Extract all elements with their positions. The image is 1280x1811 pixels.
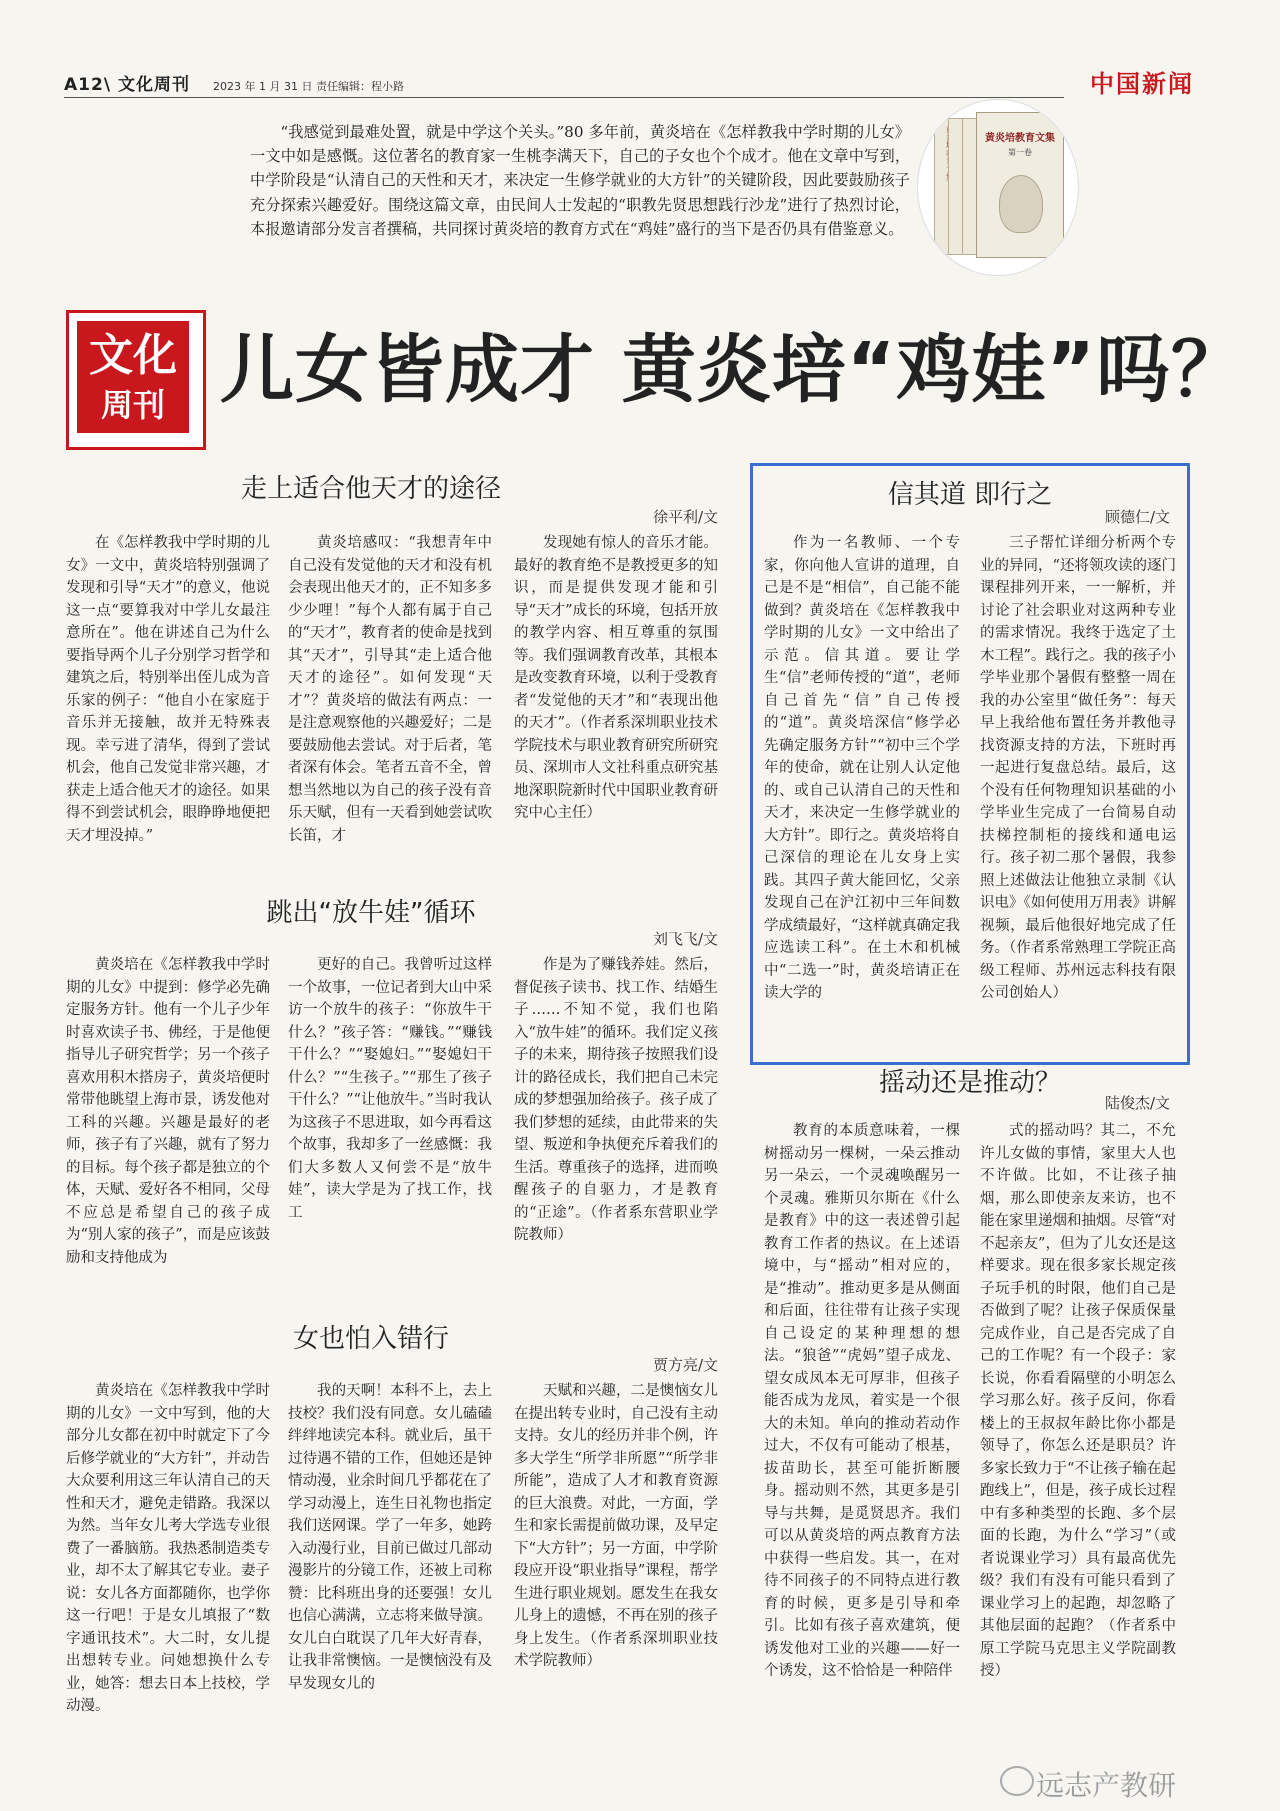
article-title: 摇动还是推动？ bbox=[878, 1068, 1061, 1098]
book-set-image bbox=[918, 100, 1078, 275]
article-column: 发现她有惊人的音乐才能。最好的教育绝不是教授更多的知识，而是提供发现才能和引导“天才”成长的环境，包括开放的教学内容、相互尊重的氛围等。我们强调教育改革，其根本是改变教育环境，以利于受教育者“发觉他的天才”和“表现出他的天才”。（作者系深圳职业技术学院技术与职业教育研究所研究员、深圳市人文社科重点研究基地深职院新时代中国职业教育研究中心主任） bbox=[514, 535, 718, 821]
article-column: 作是为了赚钱养娃。然后，督促孩子读书、找工作、结婚生子……不知不觉，我们也陷入“放牛娃”的循环。我们定义孩子的未来，期待孩子按照我们设计的路径成长，我们把自己未完成的梦想强加给孩子。孩子成了我们梦想的延续，由此带来的失望、叛逆和争执便充斥着我们的生活。尊重孩子的选择，进而唤醒孩子的自驱力，才是教育的“正途”。（作者系东营职业学院教师） bbox=[514, 957, 718, 1243]
book-cover: 黄炎培教育文集 第一卷 bbox=[976, 112, 1064, 258]
header-rule bbox=[64, 97, 1064, 98]
article-title: 女也怕入错行 bbox=[292, 1324, 449, 1354]
article-column: 教育的本质意味着，一棵树摇动另一棵树，一朵云推动另一朵云，一个灵魂唤醒另一个灵魂。雅斯贝尔斯在《什么是教育》中的这一表述曾引起教育工作者的热议。在上述语境中，与“摇动”相对应的，是“推动”。推动更多是从侧面和后面，往往带有让孩子实现自己设定的某种理想的想法。“狼爸”“虎妈”望子成龙、望女成凤本无可厚非，但孩子能否成为龙凤，着实是一个很大的未知。单向的推动若动作过大，不仅有可能动了根基，拔苗助长，甚至可能折断腰身。摇动则不然，其更多是引导与共舞，是觅贤思齐。我们可以从黄炎培的两点教育方法中获得一些启发。其一，在对待不同孩子的不同特点进行教育的时候，更多是引导和牵引。比如有孩子喜欢建筑，便诱发他对工业的兴趣——好一个诱发，这不恰恰是一种陪伴 bbox=[764, 1123, 960, 1679]
article-author: 徐平利/文 bbox=[652, 508, 718, 526]
article-title: 跳出“放牛娃”循环 bbox=[266, 898, 476, 928]
watermark-text: 远志产教研 bbox=[1036, 1769, 1177, 1802]
wechat-icon bbox=[1000, 1766, 1034, 1796]
article-author: 贾方亮/文 bbox=[652, 1356, 718, 1374]
page-headline: 儿女皆成才 黄炎培“鸡娃”吗？ bbox=[220, 327, 1247, 413]
article-column: 作为一名教师、一个专家，你向他人宣讲的道理，自己是不是“相信”，自己能不能做到？黄炎培在《怎样教我中学时期的儿女》一文中给出了示范。信其道。要让学生“信”老师传授的“道”，老师自己首先“信”自己传授的“道”。黄炎培深信“修学必先确定服务方针”“初中三个学年的使命，就在让别人认定他的、或自己认清自己的天性和天才，来决定一生修学就业的大方针”。即行之。黄炎培将自己深信的理论在儿女身上实践。其四子黄大能回忆，父亲发现自己在沪江初中三年间数学成绩最好，“这样就真确定我应选读工科”。在土木和机械中“二选一”时，黄炎培请正在读大学的 bbox=[764, 535, 960, 1001]
portrait-image bbox=[999, 175, 1043, 233]
article-column: 在《怎样教我中学时期的儿女》一文中，黄炎培特别强调了发现和引导“天才”的意义，他说这一点“要算我对中学儿女最注意所在”。他在讲述自己为什么要指导两个儿子分别学习哲学和建筑之后，特别举出侄儿成为音乐家的例子：“他自小在家庭于音乐并无接触，故并无特殊表现。幸亏进了清华，得到了尝试机会，他自己发觉非常兴趣，才获走上适合他天才的途径。如果得不到尝试机会，眼睁睁地便把天才埋没掉。” bbox=[66, 535, 270, 844]
article-column: 黄炎培在《怎样教我中学时期的儿女》一文中写到，他的大部分儿女都在初中时就定下了今后修学就业的“大方针”，并动告大众要利用这三年认清自己的天性和天才，避免走错路。我深以为然。当年女儿考大学选专业很费了一番脑筋。我热悉制造类专业，却不太了解其它专业。妻子说：女儿各方面都随你，也学你这一行吧！于是女儿填报了“数字通讯技术”。大二时，女儿提出想转专业。问她想换什么专业，她答：想去日本上技校，学动漫。 bbox=[66, 1383, 270, 1714]
article-author: 刘飞飞/文 bbox=[652, 930, 718, 948]
article-column: 黄炎培感叹：“我想青年中自己没有发觉他的天才和没有机会表现出他天才的，正不知多多少少哩！”每个人都有属于自己的“天才”，教育者的使命是找到其“天才”，引导其“走上适合他天才的途径”。如何发现“天才”？黄炎培的做法有两点：一是注意观察他的兴趣爱好；二是要鼓励他去尝试。对于后者，笔者深有体会。笔者五音不全，曾想当然地以为自己的孩子没有音乐天赋，但有一天看到她尝试吹长笛，才 bbox=[288, 535, 492, 844]
section-logo: 文化 周刊 bbox=[66, 310, 206, 450]
article-column: 三子帮忙详细分析两个专业的异同，“还将领攻读的逐门课程排列开来，一一解析，并讨论了社会职业对这两种专业的需求情况。我终于选定了土木工程”。践行之。我的孩子小学毕业那个暑假有整整一周在我的办公室里“做任务”：每天早上我给他布置任务并教他寻找资源支持的方法，下班时再一起进行复盘总结。最后，这个没有任何物理知识基础的小学毕业生完成了一台简易自动扶梯控制柜的接线和通电运行。孩子初二那个暑假，我参照上述做法让他独立录制《认识电》《如何使用万用表》讲解视频，最后他很好地完成了任务。（作者系常熟理工学院正高级工程师、苏州远志科技有限公司创始人） bbox=[980, 535, 1176, 1001]
article-column: 式的摇动吗？其二，不允许儿女做的事情，家里大人也不许做。比如，不让孩子抽烟，那么即使亲友来访，也不能在家里递烟和抽烟。尽管“对不起亲友”，但为了儿女还是这样要求。现在很多家长规定孩子玩手机的时限，他们自己是否做到了呢？让孩子保质保量完成作业，自己是否完成了自己的工作呢？有一个段子：家长说，你看看隔壁的小明怎么学习那么好。孩子反问，你看楼上的王叔叔年龄比你小都是领导了，你怎么还是职员？许多家长致力于“不让孩子输在起跑线上”，但是，孩子成长过程中有多种类型的长跑、多个层面的长跑，为什么“学习”（或者说课业学习）具有最高优先级？我们有没有可能只看到了课业学习上的起跑，却忽略了其他层面的起跑？（作者系中原工学院马克思主义学院副教授） bbox=[980, 1123, 1176, 1679]
page-meta: 2023 年 1 月 31 日 责任编辑：程小路 bbox=[213, 80, 405, 93]
article-column: 天赋和兴趣，二是懊恼女儿在提出转专业时，自己没有主动支持。女儿的经历并非个例，许多大学生“所学非所愿”“所学非所能”，造成了人才和教育资源的巨大浪费。对此，一方面，学生和家长需提前做功课，及早定下“大方针”；另一方面，中学阶段应开设“职业指导”课程，帮学生进行职业规划。愿发生在我女儿身上的遗憾，不再在别的孩子身上发生。（作者系深圳职业技术学院教师） bbox=[514, 1383, 718, 1669]
article-column: 更好的自己。我曾听过这样一个故事，一位记者到大山中采访一个放牛的孩子：“你放牛干什么？”孩子答：“赚钱。”“赚钱干什么？”“娶媳妇。”“娶媳妇干什么？”“生孩子。”“那生了孩子干什么？”“让他放牛。”当时我认为这孩子不思进取，如今再看这个故事，我却多了一丝感慨：我们大多数人又何尝不是“放牛娃”，读大学是为了找工作，找工 bbox=[288, 957, 492, 1221]
article-column: 黄炎培在《怎样教我中学时期的儿女》中提到：修学必先确定服务方针。他有一个儿子少年时喜欢读子书、佛经，于是他便指导儿子研究哲学；另一个孩子喜欢用积木搭房子，黄炎培便时常带他眺望上海市景，诱发他对工科的兴趣。兴趣是最好的老师，孩子有了兴趣，就有了努力的目标。每个孩子都是独立的个体，天赋、爱好各不相同，父母不应总是希望自己的孩子成为“别人家的孩子”，而是应该鼓励和支持他成为 bbox=[66, 957, 270, 1266]
article-title: 走上适合他天才的途径 bbox=[240, 474, 501, 504]
intro-paragraph: “我感觉到最难处置，就是中学这个关头。”80 多年前，黄炎培在《怎样教我中学时期的儿女》一文中如是感慨。这位著名的教育家一生桃李满天下，自己的子女也个个成才。他在文章中写到，中学阶段是“认清自己的天性和天才，来决定一生修学就业的大方针”的关键阶段，因此要鼓励孩子充分探索兴趣爱好。围绕这篇文章，由民间人士发起的“职教先贤思想践行沙龙”进行了热烈讨论，本报邀请部分发言者撰稿，共同探讨黄炎培的教育方式在“鸡娃”盛行的当下是否仍具有借鉴意义。 bbox=[250, 123, 910, 238]
brand-logo: 中国新闻 bbox=[1090, 69, 1194, 98]
page-header bbox=[64, 69, 1194, 98]
article-author: 陆俊杰/文 bbox=[1104, 1094, 1170, 1112]
page-number: A12\ 文化周刊 bbox=[64, 75, 190, 95]
article-author: 顾德仁/文 bbox=[1104, 508, 1170, 526]
article-column: 我的天啊！本科不上，去上技校？我们没有同意。女儿磕磕绊绊地读完本科。就业后，虽干过待遇不错的工作，但她还是钟情动漫，业余时间几乎都花在了学习动漫上，连生日礼物也指定我们送网课。学了一年多，她跨入动漫行业，目前已做过几部动漫影片的分镜工作，还被上司称赞：比科班出身的还要强！女儿也信心满满，立志将来做导演。女儿白白耽误了几年大好青春，让我非常懊恼。一是懊恼没有及早发现女儿的 bbox=[288, 1383, 492, 1692]
article-title: 信其道 即行之 bbox=[887, 480, 1053, 510]
